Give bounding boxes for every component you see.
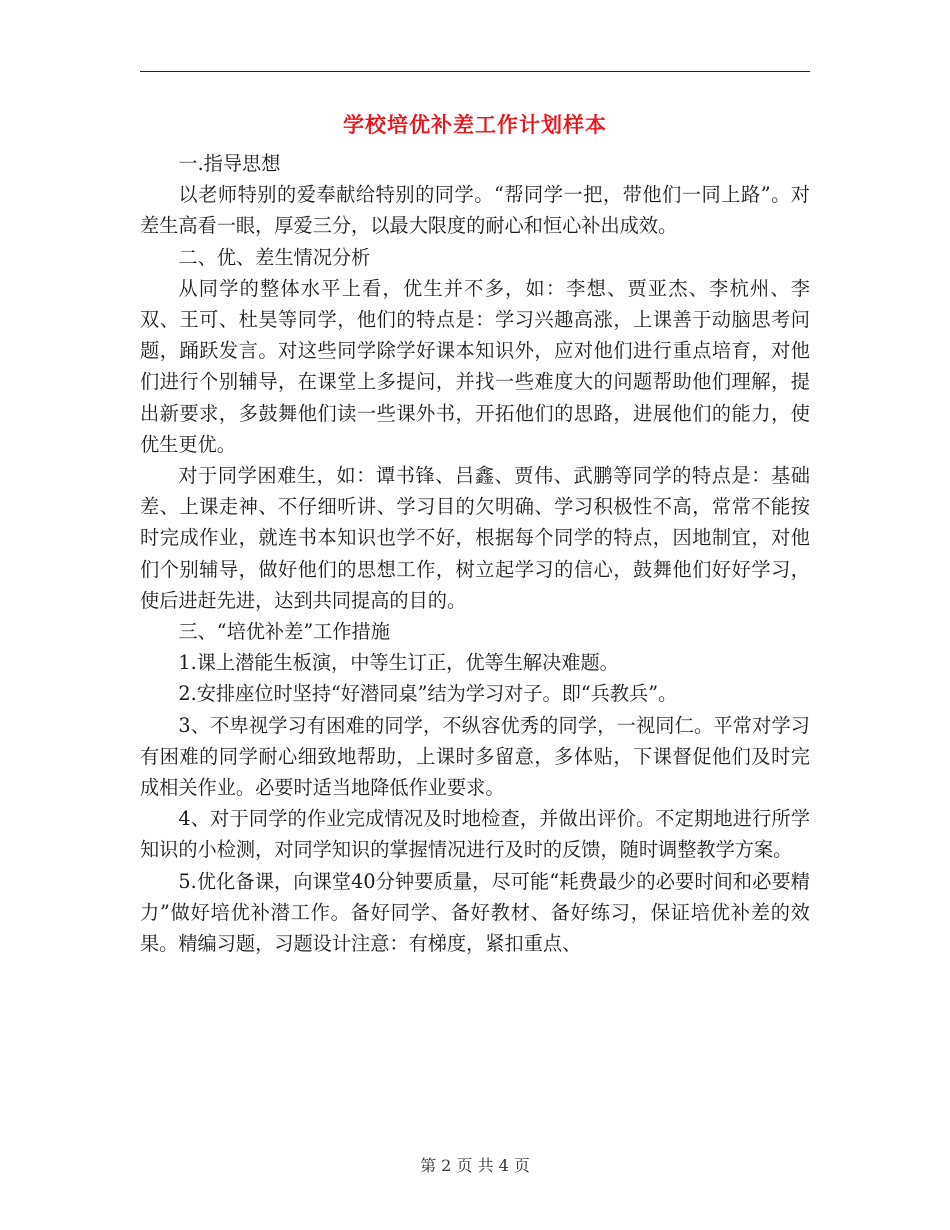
paragraph: 从同学的整体水平上看，优生并不多，如：李想、贾亚杰、李杭州、李双、王可、杜昊等同学，他们的特点是：学习兴趣高涨，上课善于动脑思考问题，踊跃发言。对这些同学除学好课本知识外，应对他们进行重点培育，对他们进行个别辅导，在课堂上多提问，并找一些难度大的问题帮助他们理解，提出新要求，多鼓舞他们读一些课外书，开拓他们的思路，进展他们的能力，使优生更优。 [140, 276, 810, 456]
document-title: 学校培优补差工作计划样本 [343, 112, 607, 137]
list-item: 1.课上潜能生板演，中等生订正，优等生解决难题。 [178, 651, 619, 675]
header-rule [140, 71, 810, 72]
list-item: 3、不卑视学习有困难的同学，不纵容优秀的同学，一视同仁。平常对学习有困难的同学耐心细致地帮助，上课时多留意，多体贴，下课督促他们及时完成相关作业。必要时适当地降低作业要求。 [140, 713, 810, 800]
paragraph: 以老师特别的爱奉献给特别的同学。“帮同学一把，带他们一同上路”。对差生高看一眼，厚爱三分，以最大限度的耐心和恒心补出成效。 [140, 183, 810, 238]
list-item: 5.优化备课，向课堂40分钟要质量，尽可能“耗费最少的必要时间和必要精力”做好培优补潜工作。备好同学、备好教材、备好练习，保证培优补差的效果。精编习题，习题设计注意：有梯度，紧扣重点、 [140, 869, 810, 956]
document-body [140, 148, 810, 959]
paragraph: 对于同学困难生，如：谭书锋、吕鑫、贾伟、武鹏等同学的特点是：基础差、上课走神、不仔细听讲、学习目的欠明确、学习积极性不高，常常不能按时完成作业，就连书本知识也学不好，根据每个同学的特点，因地制宜，对他们个别辅导，做好他们的思想工作，树立起学习的信心，鼓舞他们好好学习，使后进赶先进，达到共同提高的目的。 [140, 464, 810, 612]
heading-measures: 三、“培优补差”工作措施 [178, 620, 390, 644]
heading-guiding-ideology: 一.指导思想 [178, 152, 281, 175]
heading-student-analysis: 二、优、差生情况分析 [178, 245, 371, 269]
list-item: 4、对于同学的作业完成情况及时地检查，并做出评价。不定期地进行所学知识的小检测，对同学知识的掌握情况进行及时的反馈，随时调整教学方案。 [140, 807, 810, 862]
list-item: 2.安排座位时坚持“好潜同桌”结为学习对子。即“兵教兵”。 [178, 682, 678, 706]
page-footer: 第 2 页 共 4 页 [420, 1156, 530, 1175]
